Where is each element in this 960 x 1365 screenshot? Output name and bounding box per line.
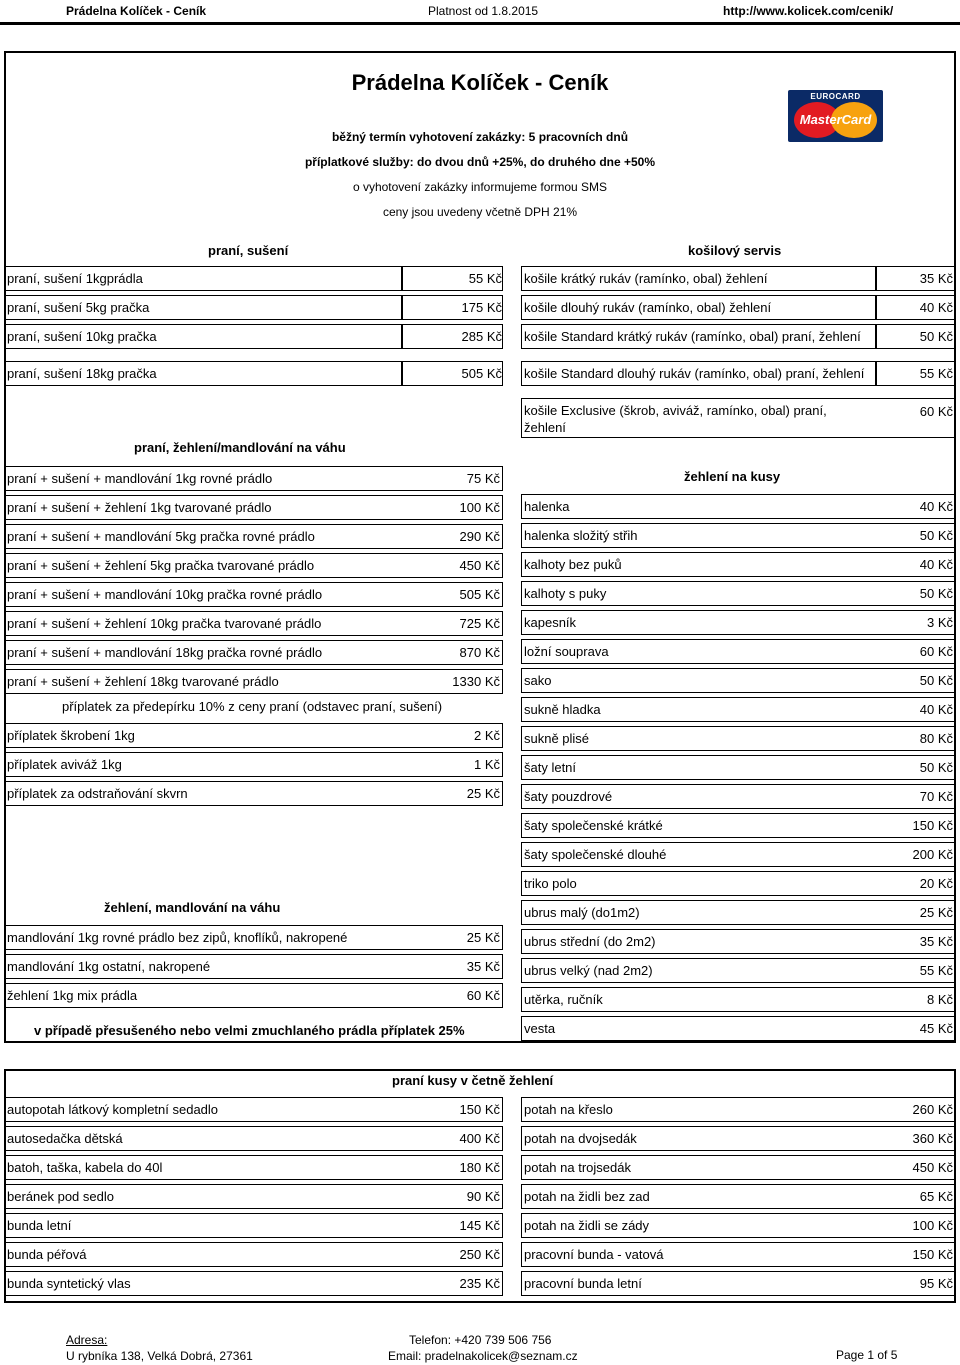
- item-name: příplatek aviváž 1kg: [7, 757, 122, 772]
- section-heading-prani-vaha: praní, žehlení/mandlování na váhu: [134, 440, 346, 455]
- table-row: [521, 668, 956, 693]
- table-row: [521, 929, 956, 954]
- price-cell: [876, 266, 956, 291]
- table-row: [521, 398, 956, 438]
- item-name: praní, sušení 10kg pračka: [7, 329, 157, 344]
- section-heading-zehleni-kusy: žehlení na kusy: [684, 469, 781, 484]
- item-price: 50 Kč: [919, 760, 953, 775]
- footer-email: Email: pradelnakolicek@seznam.cz: [388, 1349, 578, 1363]
- table-row: [4, 781, 503, 806]
- item-price: 40 Kč: [919, 557, 953, 572]
- item-price: 450 Kč: [459, 558, 500, 573]
- item-price: 50 Kč: [919, 586, 953, 601]
- footer-address: U rybníka 138, Velká Dobrá, 27361: [66, 1349, 253, 1363]
- table-row: [4, 611, 503, 636]
- item-name: praní + sušení + mandlování 1kg rovné prádlo: [7, 471, 273, 486]
- price-cell: [402, 266, 503, 291]
- table-row: [521, 784, 956, 809]
- table-row: [521, 523, 956, 548]
- item-price: 725 Kč: [459, 616, 500, 631]
- item-name: bunda letní: [7, 1218, 72, 1233]
- item-price: 25 Kč: [466, 786, 500, 801]
- table-row: [521, 987, 956, 1012]
- item-price: 3 Kč: [926, 615, 953, 630]
- item-price: 200 Kč: [912, 847, 953, 862]
- item-price: 1 Kč: [473, 757, 500, 772]
- item-price: 250 Kč: [459, 1247, 500, 1262]
- item-name: praní + sušení + mandlování 10kg pračka rovné prádlo: [7, 587, 323, 602]
- item-name: beránek pod sedlo: [7, 1189, 114, 1204]
- item-name: sukně plisé: [524, 731, 590, 746]
- item-name: potah na židli se zády: [524, 1218, 650, 1233]
- item-name: šaty pouzdrové: [524, 789, 613, 804]
- item-name: ubrus střední (do 2m2): [524, 934, 656, 949]
- table-row: [521, 639, 956, 664]
- item-price: 505 Kč: [461, 366, 502, 381]
- table-row: [4, 954, 503, 979]
- item-name: pracovní bunda - vatová: [524, 1247, 664, 1262]
- item-price: 95 Kč: [919, 1276, 953, 1291]
- item-name: bunda syntetický vlas: [7, 1276, 131, 1291]
- item-price: 150 Kč: [459, 1102, 500, 1117]
- item-name: praní + sušení + žehlení 18kg tvarované prádlo: [7, 674, 279, 689]
- table-row: [4, 1213, 503, 1238]
- predepirka-note: příplatek za předepírku 10% z ceny praní (odstavec praní, sušení): [62, 699, 443, 714]
- item-name: příplatek za odstraňování skvrn: [7, 786, 188, 801]
- item-name: šaty společenské dlouhé: [524, 847, 667, 862]
- item-price: 8 Kč: [926, 992, 953, 1007]
- item-name: praní, sušení 18kg pračka: [7, 366, 157, 381]
- item-name: ubrus malý (do1m2): [524, 905, 640, 920]
- table-row: [4, 983, 503, 1008]
- item-name: mandlování 1kg rovné prádlo bez zipů, knoflíků, nakropené: [7, 930, 348, 945]
- table-row: [521, 494, 956, 519]
- item-price: 50 Kč: [919, 528, 953, 543]
- item-price: 145 Kč: [459, 1218, 500, 1233]
- table-row: [521, 610, 956, 635]
- item-name: pracovní bunda letní: [524, 1276, 642, 1291]
- item-name: ložní souprava: [524, 644, 609, 659]
- item-price: 100 Kč: [459, 500, 500, 515]
- item-name: kalhoty bez puků: [524, 557, 622, 572]
- item-price: 40 Kč: [919, 300, 953, 315]
- presuseni-note: v případě přesušeného nebo velmi zmuchlaného prádla příplatek 25%: [34, 1023, 465, 1038]
- table-row: [4, 1242, 503, 1267]
- item-name: šaty společenské krátké: [524, 818, 663, 833]
- table-row: [521, 958, 956, 983]
- footer-phone: Telefon: +420 739 506 756: [409, 1333, 552, 1347]
- table-row: [521, 361, 953, 386]
- item-name: batoh, taška, kabela do 40l: [7, 1160, 163, 1175]
- table-row: [4, 723, 503, 748]
- item-name: ubrus velký (nad 2m2): [524, 963, 653, 978]
- item-name: potah na trojsedák: [524, 1160, 631, 1175]
- table-row: [521, 813, 956, 838]
- item-name: utěrka, ručník: [524, 992, 603, 1007]
- price-cell: [402, 295, 503, 320]
- section-heading-prani-suseni: praní, sušení: [208, 243, 289, 258]
- item-name: praní + sušení + žehlení 10kg pračka tvarované prádlo: [7, 616, 322, 631]
- item-name: kalhoty s puky: [524, 586, 607, 601]
- table-row: [521, 900, 956, 925]
- section-heading-mandlovani: žehlení, mandlování na váhu: [104, 900, 281, 915]
- table-row: [4, 266, 502, 291]
- item-name: vesta: [524, 1021, 556, 1036]
- page-title: Prádelna Kolíček - Ceník: [351, 70, 609, 95]
- table-row: [4, 1155, 503, 1180]
- item-price: 150 Kč: [912, 818, 953, 833]
- item-price: 45 Kč: [919, 1021, 953, 1036]
- item-price: 100 Kč: [912, 1218, 953, 1233]
- item-price: 60 Kč: [919, 644, 953, 659]
- item-price: 65 Kč: [919, 1189, 953, 1204]
- section-heading-kosilovy: košilový servis: [688, 243, 782, 258]
- item-price: 290 Kč: [459, 529, 500, 544]
- item-name: sukně hladka: [524, 702, 601, 717]
- subtitle-sms: o vyhotovení zakázky informujeme formou SMS: [352, 180, 608, 194]
- item-name: košile Exclusive (škrob, aviváž, ramínko, obal) praní, žehlení: [524, 403, 827, 435]
- item-name: triko polo: [524, 876, 577, 891]
- logo-mastercard-text: MasterCard: [799, 112, 872, 127]
- item-price: 870 Kč: [459, 645, 500, 660]
- table-row: [4, 324, 502, 349]
- table-row: [521, 697, 956, 722]
- item-name: halenka složitý střih: [524, 528, 638, 543]
- table-row: [521, 726, 956, 751]
- table-row: [521, 871, 956, 896]
- mastercard-logo: [788, 90, 883, 142]
- table-row: [4, 925, 503, 950]
- table-row: [4, 495, 503, 520]
- table-row: [521, 1126, 956, 1151]
- item-name: potah na židli bez zad: [524, 1189, 650, 1204]
- table-row: [521, 842, 956, 867]
- item-price: 360 Kč: [912, 1131, 953, 1146]
- item-name: sako: [524, 673, 552, 688]
- price-cell: [876, 361, 956, 386]
- item-price: 175 Kč: [461, 300, 502, 315]
- price-cell: [402, 324, 503, 349]
- price-cell: [876, 324, 956, 349]
- table-row: [521, 1097, 956, 1122]
- section-heading-prani-kusy: praní kusy v četně žehlení: [392, 1073, 554, 1088]
- item-price: 80 Kč: [919, 731, 953, 746]
- item-price: 35 Kč: [466, 959, 500, 974]
- item-price: 1330 Kč: [452, 674, 500, 689]
- table-row: [4, 582, 503, 607]
- table-row: [4, 524, 503, 549]
- item-price: 20 Kč: [919, 876, 953, 891]
- item-name: halenka: [524, 499, 570, 514]
- item-price: 450 Kč: [912, 1160, 953, 1175]
- item-price: 150 Kč: [912, 1247, 953, 1262]
- table-row: [521, 755, 956, 780]
- footer-address-label: Adresa:: [66, 1333, 108, 1347]
- item-name: praní + sušení + mandlování 5kg pračka rovné prádlo: [7, 529, 315, 544]
- item-price: 75 Kč: [466, 471, 500, 486]
- item-price: 60 Kč: [466, 988, 500, 1003]
- item-price: 2 Kč: [473, 728, 500, 743]
- item-price: 50 Kč: [919, 329, 953, 344]
- footer-page-number: Page 1 of 5: [836, 1348, 898, 1362]
- item-price: 235 Kč: [459, 1276, 500, 1291]
- header-url[interactable]: http://www.kolicek.com/cenik/: [723, 4, 894, 18]
- item-name: příplatek škrobení 1kg: [7, 728, 135, 743]
- table-row: [4, 295, 502, 320]
- table-row: [4, 466, 503, 491]
- subtitle-term: běžný termín vyhotovení zakázky: 5 pracovních dnů: [331, 130, 629, 144]
- price-cell: [876, 295, 956, 320]
- item-name: praní, sušení 5kg pračka: [7, 300, 150, 315]
- header-title: Prádelna Kolíček - Ceník: [66, 4, 207, 18]
- table-row: [521, 266, 953, 291]
- item-name: praní + sušení + žehlení 1kg tvarované prádlo: [7, 500, 272, 515]
- item-name: praní + sušení + žehlení 5kg pračka tvarované prádlo: [7, 558, 315, 573]
- table-row: [521, 552, 956, 577]
- item-name: košile Standard dlouhý rukáv (ramínko, obal) praní, žehlení: [524, 366, 865, 381]
- table-row: [4, 553, 503, 578]
- item-price: 40 Kč: [919, 702, 953, 717]
- item-price: 400 Kč: [459, 1131, 500, 1146]
- item-price: 90 Kč: [466, 1189, 500, 1204]
- table-row: [521, 295, 953, 320]
- item-price: 260 Kč: [912, 1102, 953, 1117]
- logo-eurocard-text: EUROCARD: [810, 92, 861, 101]
- item-price: 60 Kč: [919, 404, 953, 419]
- item-name: košile krátký rukáv (ramínko, obal) žehlení: [524, 271, 768, 286]
- item-price: 25 Kč: [919, 905, 953, 920]
- item-price: 40 Kč: [919, 499, 953, 514]
- table-row: [4, 1097, 503, 1122]
- item-name: mandlování 1kg ostatní, nakropené: [7, 959, 211, 974]
- table-row: [521, 1242, 956, 1267]
- item-price: 35 Kč: [919, 271, 953, 286]
- item-price: 25 Kč: [466, 930, 500, 945]
- header-validity: Platnost od 1.8.2015: [428, 4, 539, 18]
- item-name: praní, sušení 1kgprádla: [7, 271, 143, 286]
- item-name: košile Standard krátký rukáv (ramínko, obal) praní, žehlení: [524, 329, 861, 344]
- table-row: [4, 669, 503, 694]
- header-divider: [0, 22, 960, 25]
- table-row: [521, 1184, 956, 1209]
- table-row: [521, 1213, 956, 1238]
- table-row: [4, 1184, 503, 1209]
- item-price: 55 Kč: [919, 366, 953, 381]
- table-row: [521, 1271, 956, 1296]
- item-name: autopotah látkový kompletní sedadlo: [7, 1102, 219, 1117]
- item-price: 180 Kč: [459, 1160, 500, 1175]
- item-name: potah na dvojsedák: [524, 1131, 637, 1146]
- table-row: [4, 640, 503, 665]
- item-name: bunda péřová: [7, 1247, 87, 1262]
- item-price: 50 Kč: [919, 673, 953, 688]
- table-row: [4, 361, 502, 386]
- subtitle-vat: ceny jsou uvedeny včetně DPH 21%: [382, 205, 578, 219]
- subtitle-surcharge: příplatkové služby: do dvou dnů +25%, do druhého dne +50%: [304, 155, 656, 169]
- table-row: [521, 1016, 956, 1041]
- table-row: [4, 1271, 503, 1296]
- item-price: 55 Kč: [919, 963, 953, 978]
- item-name: košile dlouhý rukáv (ramínko, obal) žehlení: [524, 300, 772, 315]
- table-row: [521, 581, 956, 606]
- table-row: [521, 324, 953, 349]
- item-price: 285 Kč: [461, 329, 502, 344]
- table-row: [4, 752, 503, 777]
- item-name: potah na křeslo: [524, 1102, 613, 1117]
- item-price: 505 Kč: [459, 587, 500, 602]
- price-cell: [402, 361, 503, 386]
- item-name: praní + sušení + mandlování 18kg pračka rovné prádlo: [7, 645, 323, 660]
- page-header: [0, 4, 960, 22]
- item-name: autosedačka dětská: [7, 1131, 123, 1146]
- item-name: kapesník: [524, 615, 577, 630]
- item-price: 35 Kč: [919, 934, 953, 949]
- item-name: žehlení 1kg mix prádla: [7, 988, 138, 1003]
- table-row: [4, 1126, 503, 1151]
- table-row: [521, 1155, 956, 1180]
- item-price: 55 Kč: [468, 271, 502, 286]
- item-price: 70 Kč: [919, 789, 953, 804]
- item-name: šaty letní: [524, 760, 577, 775]
